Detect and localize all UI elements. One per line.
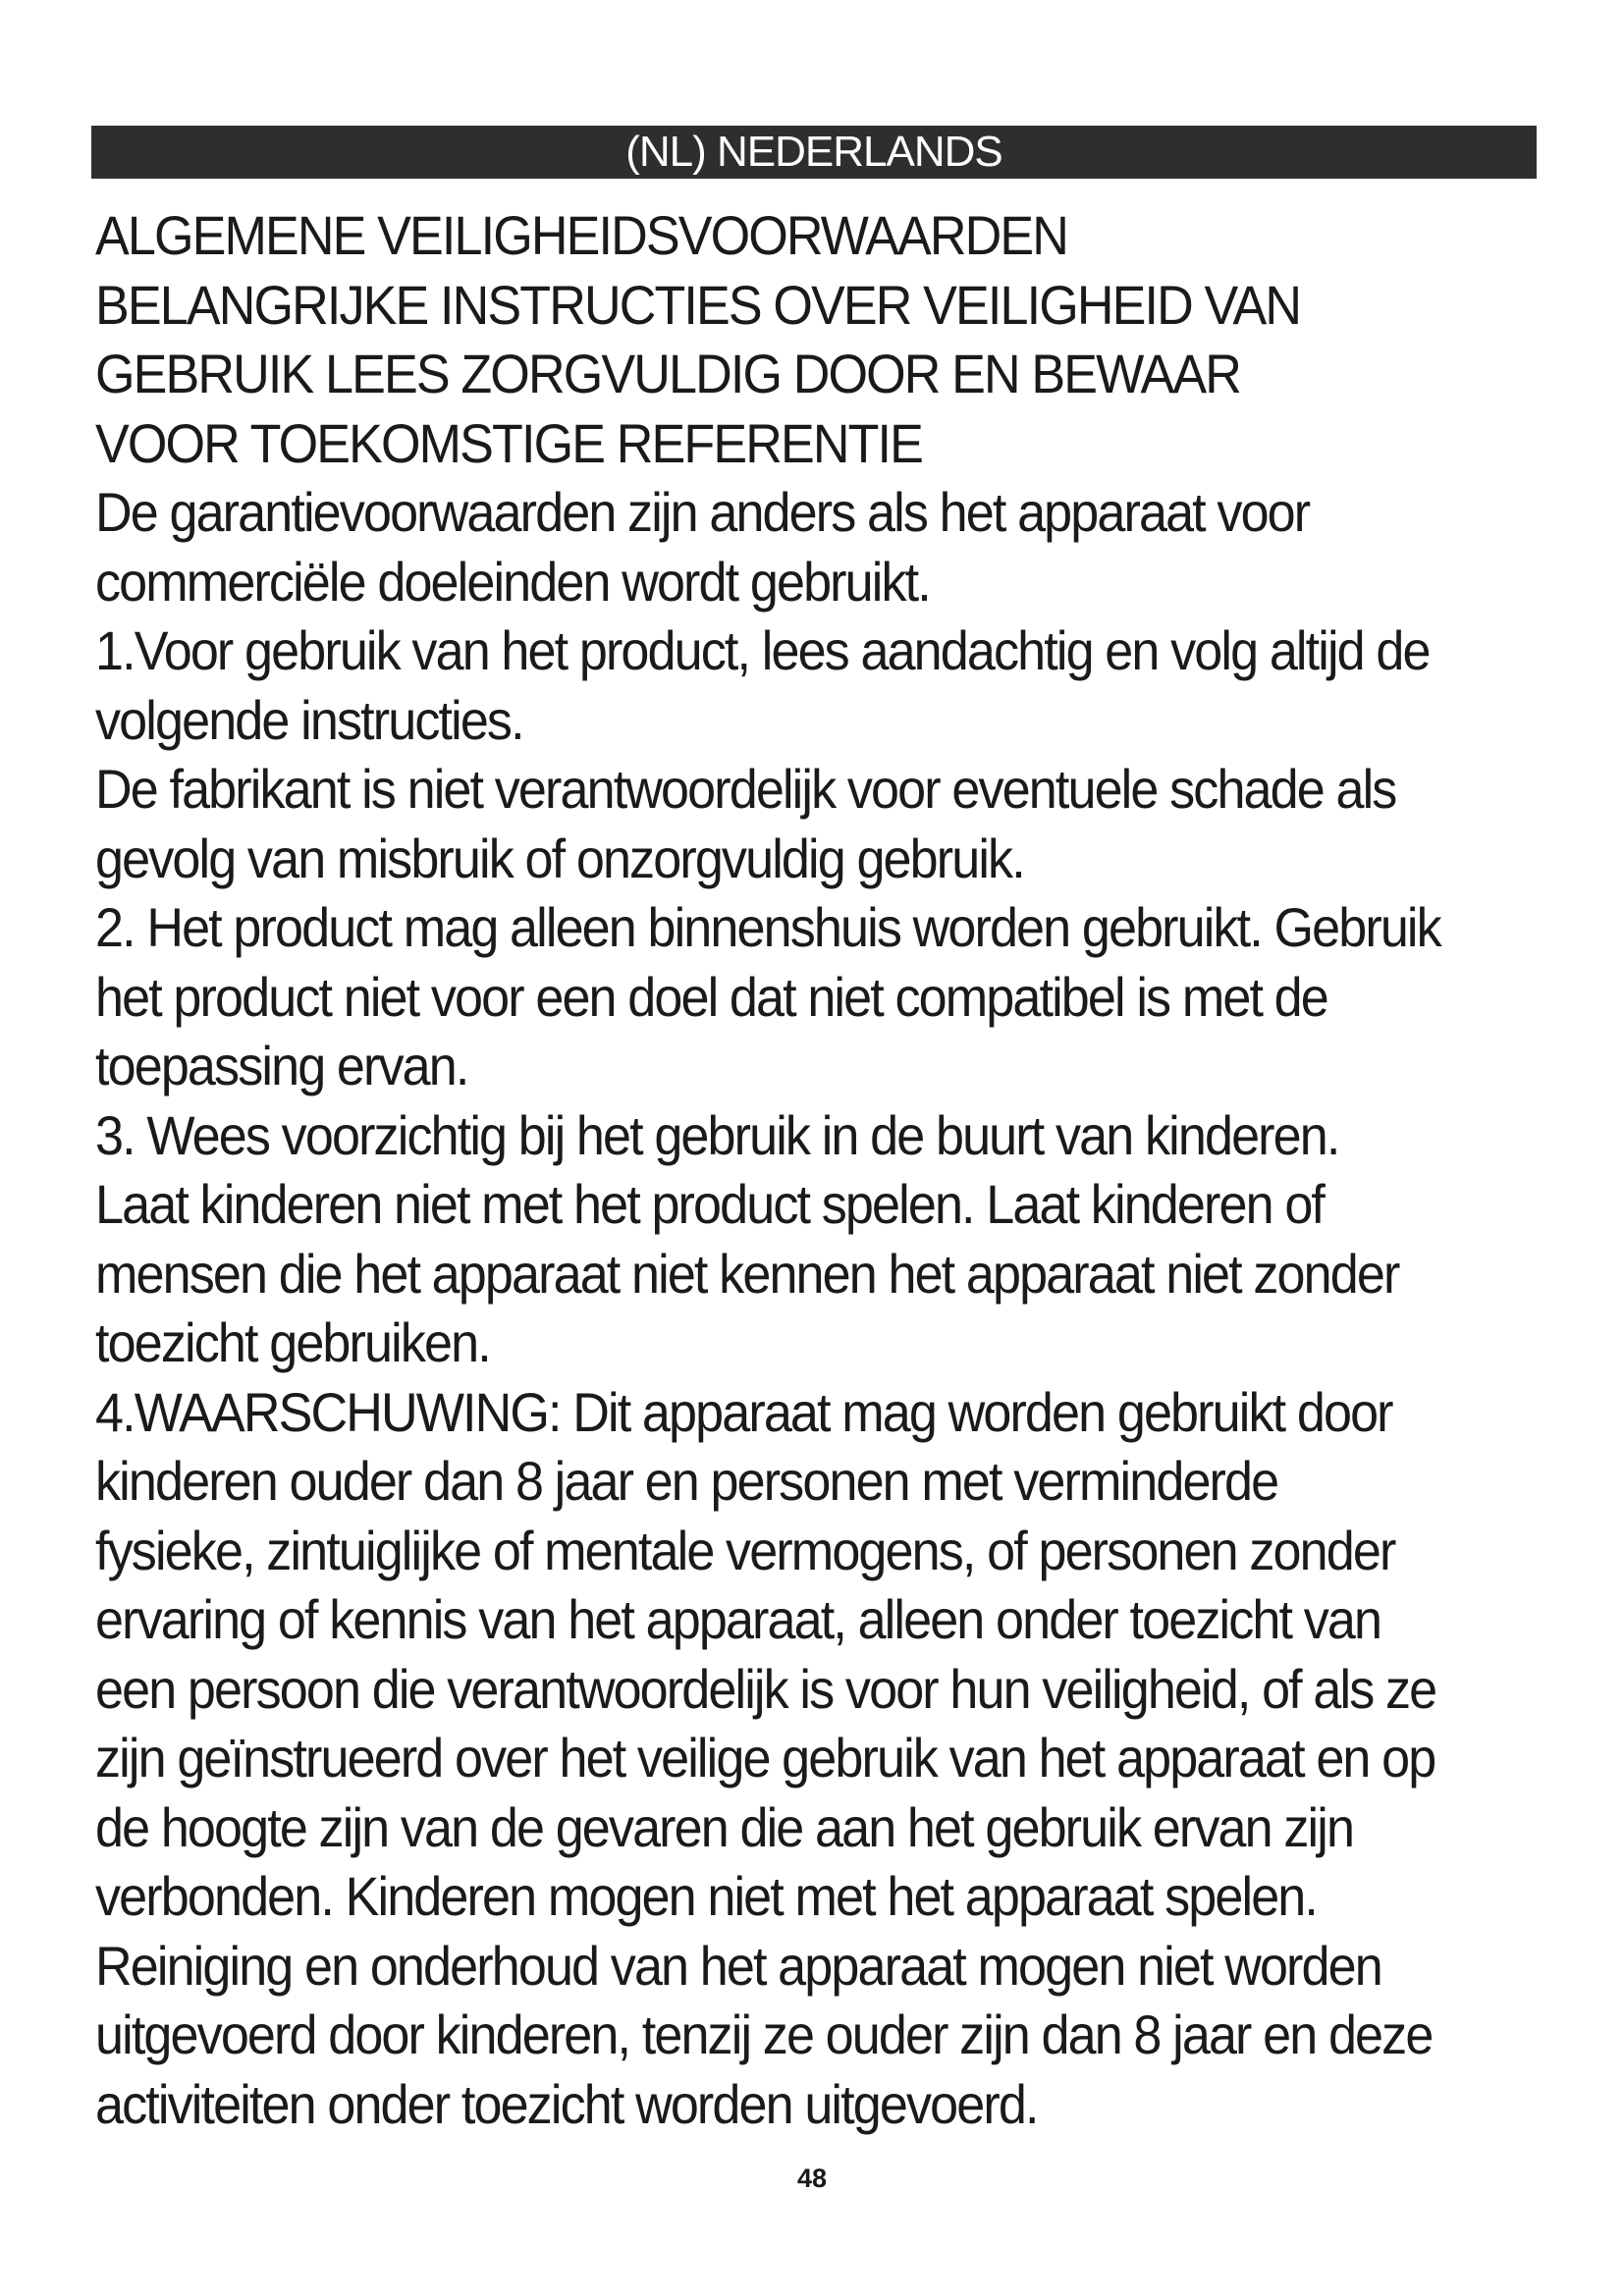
body-line: de hoogte zijn van de gevaren die aan het gebruik ervan zijn bbox=[95, 1795, 1354, 1858]
heading-line: GEBRUIK LEES ZORGVULDIG DOOR EN BEWAAR bbox=[95, 343, 1240, 404]
body-line: 3. Wees voorzichtig bij het gebruik in de buurt van kinderen. bbox=[95, 1103, 1339, 1166]
body-line: 4.WAARSCHUWING: Dit apparaat mag worden gebruikt door bbox=[95, 1380, 1392, 1443]
body-line: De garantievoorwaarden zijn anders als het apparaat voor bbox=[95, 481, 1310, 543]
body-line: toezicht gebruiken. bbox=[95, 1311, 490, 1373]
heading-line: ALGEMENE VEILIGHEIDSVOORWAARDEN bbox=[95, 204, 1067, 266]
body-line: 1.Voor gebruik van het product, lees aandachtig en volg altijd de bbox=[95, 619, 1430, 681]
body-line: uitgevoerd door kinderen, tenzij ze ouder zijn dan 8 jaar en deze bbox=[95, 2003, 1433, 2065]
body-line: een persoon die verantwoordelijk is voor hun veiligheid, of als ze bbox=[95, 1657, 1436, 1720]
body-line: toepassing ervan. bbox=[95, 1035, 468, 1096]
language-label: (NL) NEDERLANDS bbox=[625, 128, 1002, 176]
body-line: mensen die het apparaat niet kennen het apparaat niet zonder bbox=[95, 1242, 1399, 1305]
body-line: fysieke, zintuiglijke of mentale vermogens, of personen zonder bbox=[95, 1519, 1395, 1581]
body-line: gevolg van misbruik of onzorgvuldig gebruik. bbox=[95, 827, 1024, 889]
body-line: commerciële doeleinden wordt gebruikt. bbox=[95, 550, 930, 613]
body-line: ervaring of kennis van het apparaat, alleen onder toezicht van bbox=[95, 1588, 1381, 1650]
body-line: 2. Het product mag alleen binnenshuis worden gebruikt. Gebruik bbox=[95, 896, 1440, 958]
document-content bbox=[95, 201, 1446, 2139]
heading-line: VOOR TOEKOMSTIGE REFERENTIE bbox=[95, 411, 923, 474]
body-line: zijn geïnstrueerd over het veilige gebruik van het apparaat en op bbox=[95, 1727, 1435, 1789]
section-heading bbox=[95, 201, 1446, 478]
body-line: het product niet voor een doel dat niet compatibel is met de bbox=[95, 965, 1327, 1028]
body-line: Reiniging en onderhoud van het apparaat mogen niet worden bbox=[95, 1934, 1381, 1997]
body-line: De fabrikant is niet verantwoordelijk voor eventuele schade als bbox=[95, 758, 1396, 820]
body-line: Laat kinderen niet met het product spelen. Laat kinderen of bbox=[95, 1173, 1325, 1235]
body-line: verbonden. Kinderen mogen niet met het apparaat spelen. bbox=[95, 1865, 1318, 1927]
page-number: 48 bbox=[796, 2163, 828, 2193]
language-header-bar bbox=[91, 126, 1537, 179]
body-line: volgende instructies. bbox=[95, 688, 523, 751]
heading-line: BELANGRIJKE INSTRUCTIES OVER VEILIGHEID VAN bbox=[95, 273, 1301, 336]
body-line: kinderen ouder dan 8 jaar en personen met verminderde bbox=[95, 1450, 1278, 1512]
body-line: activiteiten onder toezicht worden uitgevoerd. bbox=[95, 2072, 1038, 2135]
body-text bbox=[95, 478, 1446, 2139]
